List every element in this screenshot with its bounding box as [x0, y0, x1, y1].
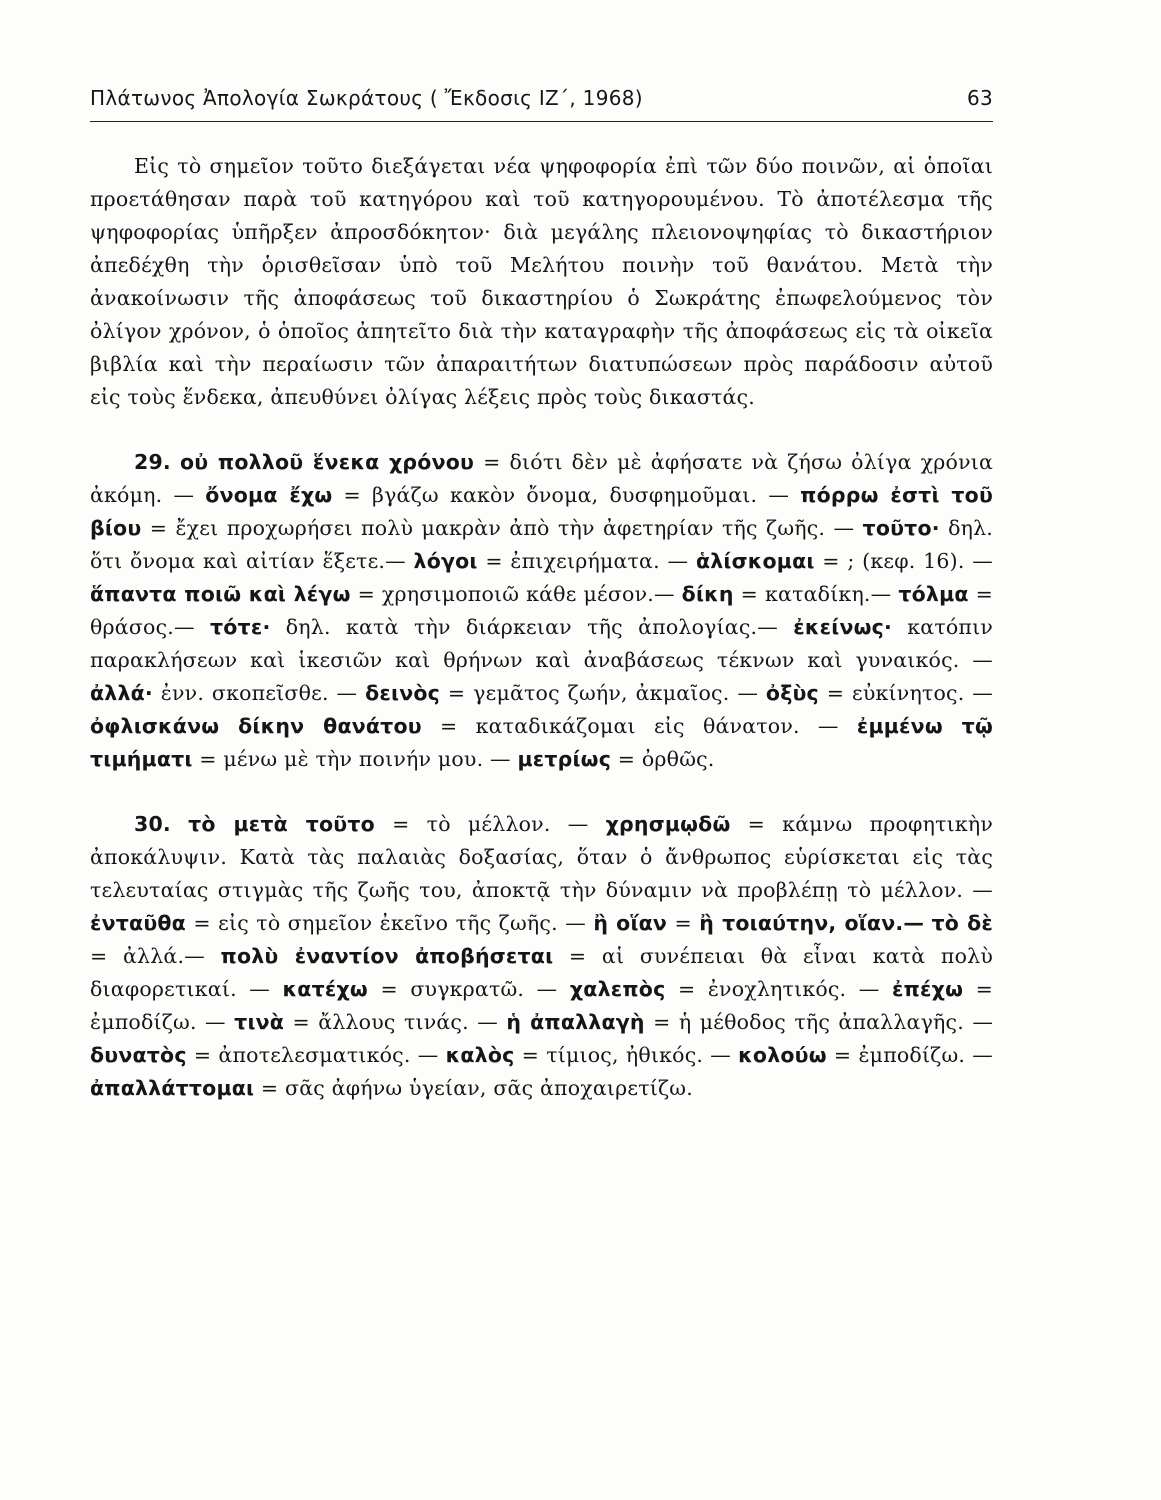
note-paragraph-30	[90, 808, 993, 1105]
gloss-term: λόγοι	[413, 549, 478, 573]
gloss-term: πόρρω ἐστὶ τοῦ βίου	[90, 483, 993, 540]
gloss-definition: = χρησιμοποιῶ κάθε μέσον.—	[350, 582, 682, 606]
body-text	[90, 150, 993, 1105]
gloss-term: ἀλλά·	[90, 681, 153, 705]
gloss-definition: = ἔχει προχωρήσει πολὺ μακρὰν ἀπὸ τὴν ἀφετηρίαν τῆς ζωῆς. —	[141, 516, 863, 540]
note-number: 29.	[134, 450, 171, 474]
gloss-definition: δηλ. κατὰ τὴν διάρκειαν τῆς ἀπολογίας.—	[270, 615, 794, 639]
gloss-term: τόλμα	[898, 582, 969, 606]
gloss-definition: = ὀρθῶς.	[611, 747, 715, 771]
gloss-term: ἁλίσκομαι	[695, 549, 815, 573]
gloss-term: τινὰ	[234, 1010, 285, 1034]
gloss-definition: = ἐμποδίζω. —	[90, 977, 994, 1034]
gloss-term: μετρίως	[517, 747, 612, 771]
note-number: 30.	[134, 812, 171, 836]
gloss-definition: = αἱ συνέπειαι θὰ εἶναι κατὰ πολὺ διαφορετικαί. —	[90, 944, 993, 1001]
gloss-term: ὀφλισκάνω δίκην θανάτου	[90, 714, 422, 738]
gloss-definition: = ἡ μέθοδος τῆς ἀπαλλαγῆς. —	[644, 1010, 994, 1034]
gloss-definition: ἐνν. σκοπεῖσθε. —	[152, 681, 366, 705]
gloss-definition: = τὸ μέλλον. —	[374, 812, 606, 836]
gloss-term: τὸ μετὰ τοῦτο	[188, 812, 375, 836]
gloss-definition: =	[667, 911, 700, 935]
gloss-definition: = ἐμποδίζω. —	[826, 1043, 994, 1067]
gloss-definition: = μένω μὲ τὴν ποινήν μου. —	[192, 747, 518, 771]
gloss-definition: = εὐκίνητος. —	[818, 681, 993, 705]
gloss-term: ἢ οἵαν	[593, 911, 668, 935]
gloss-term: τοῦτο·	[862, 516, 940, 540]
gloss-definition: = ἀποτελεσματικός. —	[186, 1043, 446, 1067]
gloss-definition: = σᾶς ἀφήνω ὑγείαν, σᾶς ἀποχαιρετίζω.	[254, 1076, 693, 1100]
gloss-term: δεινὸς	[365, 681, 441, 705]
gloss-term: ἐπέχω	[892, 977, 964, 1001]
gloss-term: πολὺ ἐναντίον ἀποβήσεται	[220, 944, 554, 968]
gloss-term: ἐνταῦθα	[90, 911, 186, 935]
gloss-definition: = ἐπιχειρήματα. —	[477, 549, 696, 573]
gloss-definition: κατόπιν παρακλήσεων καὶ ἱκεσιῶν καὶ θρήνων καὶ ἀναβάσεως τέκνων καὶ γυναικός. —	[90, 615, 993, 672]
gloss-term: τότε·	[209, 615, 271, 639]
running-header	[90, 86, 993, 110]
gloss-definition: = ἀλλά.—	[90, 944, 221, 968]
gloss-definition: = θράσος.—	[90, 582, 993, 639]
gloss-definition: = συγκρατῶ. —	[367, 977, 570, 1001]
gloss-term: ἀπαλλάττομαι	[90, 1076, 255, 1100]
gloss-term: ἐμμένω τῷ τιμήματι	[90, 714, 993, 771]
gloss-term: δίκη	[681, 582, 734, 606]
gloss-definition: = κάμνω προφητικὴν ἀποκάλυψιν. Κατὰ τὰς παλαιὰς δοξασίας, ὅταν ὁ ἄνθρωπος εὑρίσκεται εἰς τὰς τελευταίας στιγμὰς τῆς ζωῆς του, ἀποκτᾷ τὴν δύναμιν νὰ προβλέπῃ τὸ μέλλον. —	[90, 812, 994, 902]
gloss-definition: = καταδίκη.—	[733, 582, 899, 606]
header-rule	[90, 121, 993, 122]
gloss-term: κατέχω	[282, 977, 368, 1001]
gloss-definition: = ; (κεφ. 16). —	[814, 549, 993, 573]
gloss-definition: = ἐνοχλητικός. —	[665, 977, 893, 1001]
header-title: Πλάτωνος Ἀπολογία Σωκράτους ( Ἔκδοσις ΙΖ΄, 1968)	[90, 86, 643, 110]
gloss-term: καλὸς	[445, 1043, 515, 1067]
gloss-definition: = ἄλλους τινάς. —	[284, 1010, 507, 1034]
note-entries	[90, 812, 993, 1100]
intro-paragraph: Εἰς τὸ σημεῖον τοῦτο διεξάγεται νέα ψηφοφορία ἐπὶ τῶν δύο ποινῶν, αἱ ὁποῖαι προετάθησαν παρὰ τοῦ κατηγόρου καὶ τοῦ κατηγορουμένου. Τὸ ἀποτέλεσμα τῆς ψηφοφορίας ὑπῆρξεν ἀπροσδόκητον· διὰ μεγάλης πλειονοψηφίας τὸ δικαστήριον ἀπεδέχθη τὴν ὁρισθεῖσαν ὑπὸ τοῦ Μελήτου ποινὴν τοῦ θανάτου. Μετὰ τὴν ἀνακοίνωσιν τῆς ἀποφάσεως τοῦ δικαστηρίου ὁ Σωκράτης ἐπωφελούμενος τὸν ὀλίγον χρόνον, ὁ ὁποῖος ἀπητεῖτο διὰ τὴν καταγραφὴν τῆς ἀποφάσεως εἰς τὰ οἰκεῖα βιβλία καὶ τὴν περαίωσιν τῶν ἀπαραιτήτων διατυπώσεων πρὸς παράδοσιν αὐτοῦ εἰς τοὺς ἕνδεκα, ἀπευθύνει ὀλίγας λέξεις πρὸς τοὺς δικαστάς.	[90, 154, 993, 409]
gloss-definition: = εἰς τὸ σημεῖον ἐκεῖνο τῆς ζωῆς. —	[185, 911, 586, 935]
gloss-term: ὄνομα ἔχω	[205, 483, 333, 507]
gloss-term: χαλεπὸς	[569, 977, 666, 1001]
gloss-definition: = γεμᾶτος ζωήν, ἀκμαῖος. —	[440, 681, 766, 705]
gloss-term: χρησμῳδῶ	[605, 812, 731, 836]
gloss-term: κολούω	[738, 1043, 827, 1067]
gloss-term: ἡ ἀπαλλαγὴ	[506, 1010, 645, 1034]
gloss-term: τὸ δὲ	[931, 911, 993, 935]
gloss-definition: δηλ. ὅτι ὄνομα καὶ αἰτίαν ἕξετε.—	[90, 516, 994, 573]
note-paragraph-29	[90, 446, 993, 776]
gloss-definition: = βγάζω κακὸν ὄνομα, δυσφημοῦμαι. —	[332, 483, 801, 507]
page-number: 63	[966, 86, 993, 110]
gloss-term: ὀξὺς	[765, 681, 819, 705]
gloss-term: ἢ τοιαύτην, οἵαν.—	[699, 911, 925, 935]
note-entries	[90, 450, 993, 771]
gloss-definition: = καταδικάζομαι εἰς θάνατον. —	[421, 714, 857, 738]
gloss-definition: = τίμιος, ἠθικός. —	[514, 1043, 739, 1067]
gloss-term: δυνατὸς	[90, 1043, 187, 1067]
gloss-definition: = διότι δὲν μὲ ἀφήσατε νὰ ζήσω ὀλίγα χρόνια ἀκόμη. —	[90, 450, 994, 507]
gloss-term: ἅπαντα ποιῶ καὶ λέγω	[90, 582, 351, 606]
gloss-term: ἐκείνως·	[793, 615, 892, 639]
gloss-term: οὐ πολλοῦ ἕνεκα χρόνου	[179, 450, 475, 474]
